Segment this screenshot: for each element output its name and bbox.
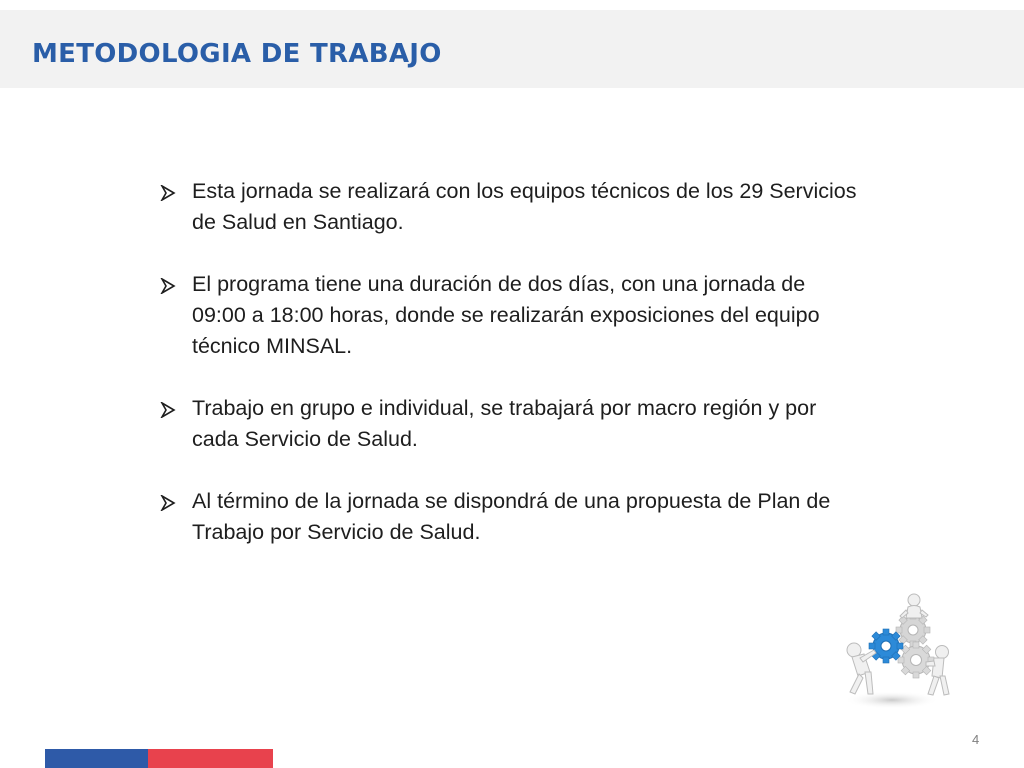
arrow-bullet-icon xyxy=(160,495,176,511)
footer-bar-red xyxy=(148,749,273,768)
bullet-item xyxy=(160,486,860,548)
bullet-item xyxy=(160,393,860,455)
teamwork-gears-icon xyxy=(830,588,960,713)
bullet-list xyxy=(160,176,860,579)
footer-bar-blue xyxy=(45,749,148,768)
arrow-bullet-icon xyxy=(160,278,176,294)
bullet-text: Trabajo en grupo e individual, se trabajará por macro región y por cada Servicio de Salud. xyxy=(192,396,817,451)
bullet-text: El programa tiene una duración de dos días, con una jornada de 09:00 a 18:00 horas, donde se realizarán exposiciones del equipo técnico MINSAL. xyxy=(192,272,820,358)
arrow-bullet-icon xyxy=(160,185,176,201)
title-bar xyxy=(0,10,1024,88)
arrow-bullet-icon xyxy=(160,402,176,418)
bullet-text: Esta jornada se realizará con los equipos técnicos de los 29 Servicios de Salud en Santiago. xyxy=(192,179,857,234)
bullet-item xyxy=(160,176,860,238)
page-number: 4 xyxy=(972,732,980,747)
bullet-item xyxy=(160,269,860,362)
slide-title: METODOLOGIA DE TRABAJO xyxy=(32,39,442,69)
bullet-text: Al término de la jornada se dispondrá de una propuesta de Plan de Trabajo por Servicio de Salud. xyxy=(192,489,831,544)
